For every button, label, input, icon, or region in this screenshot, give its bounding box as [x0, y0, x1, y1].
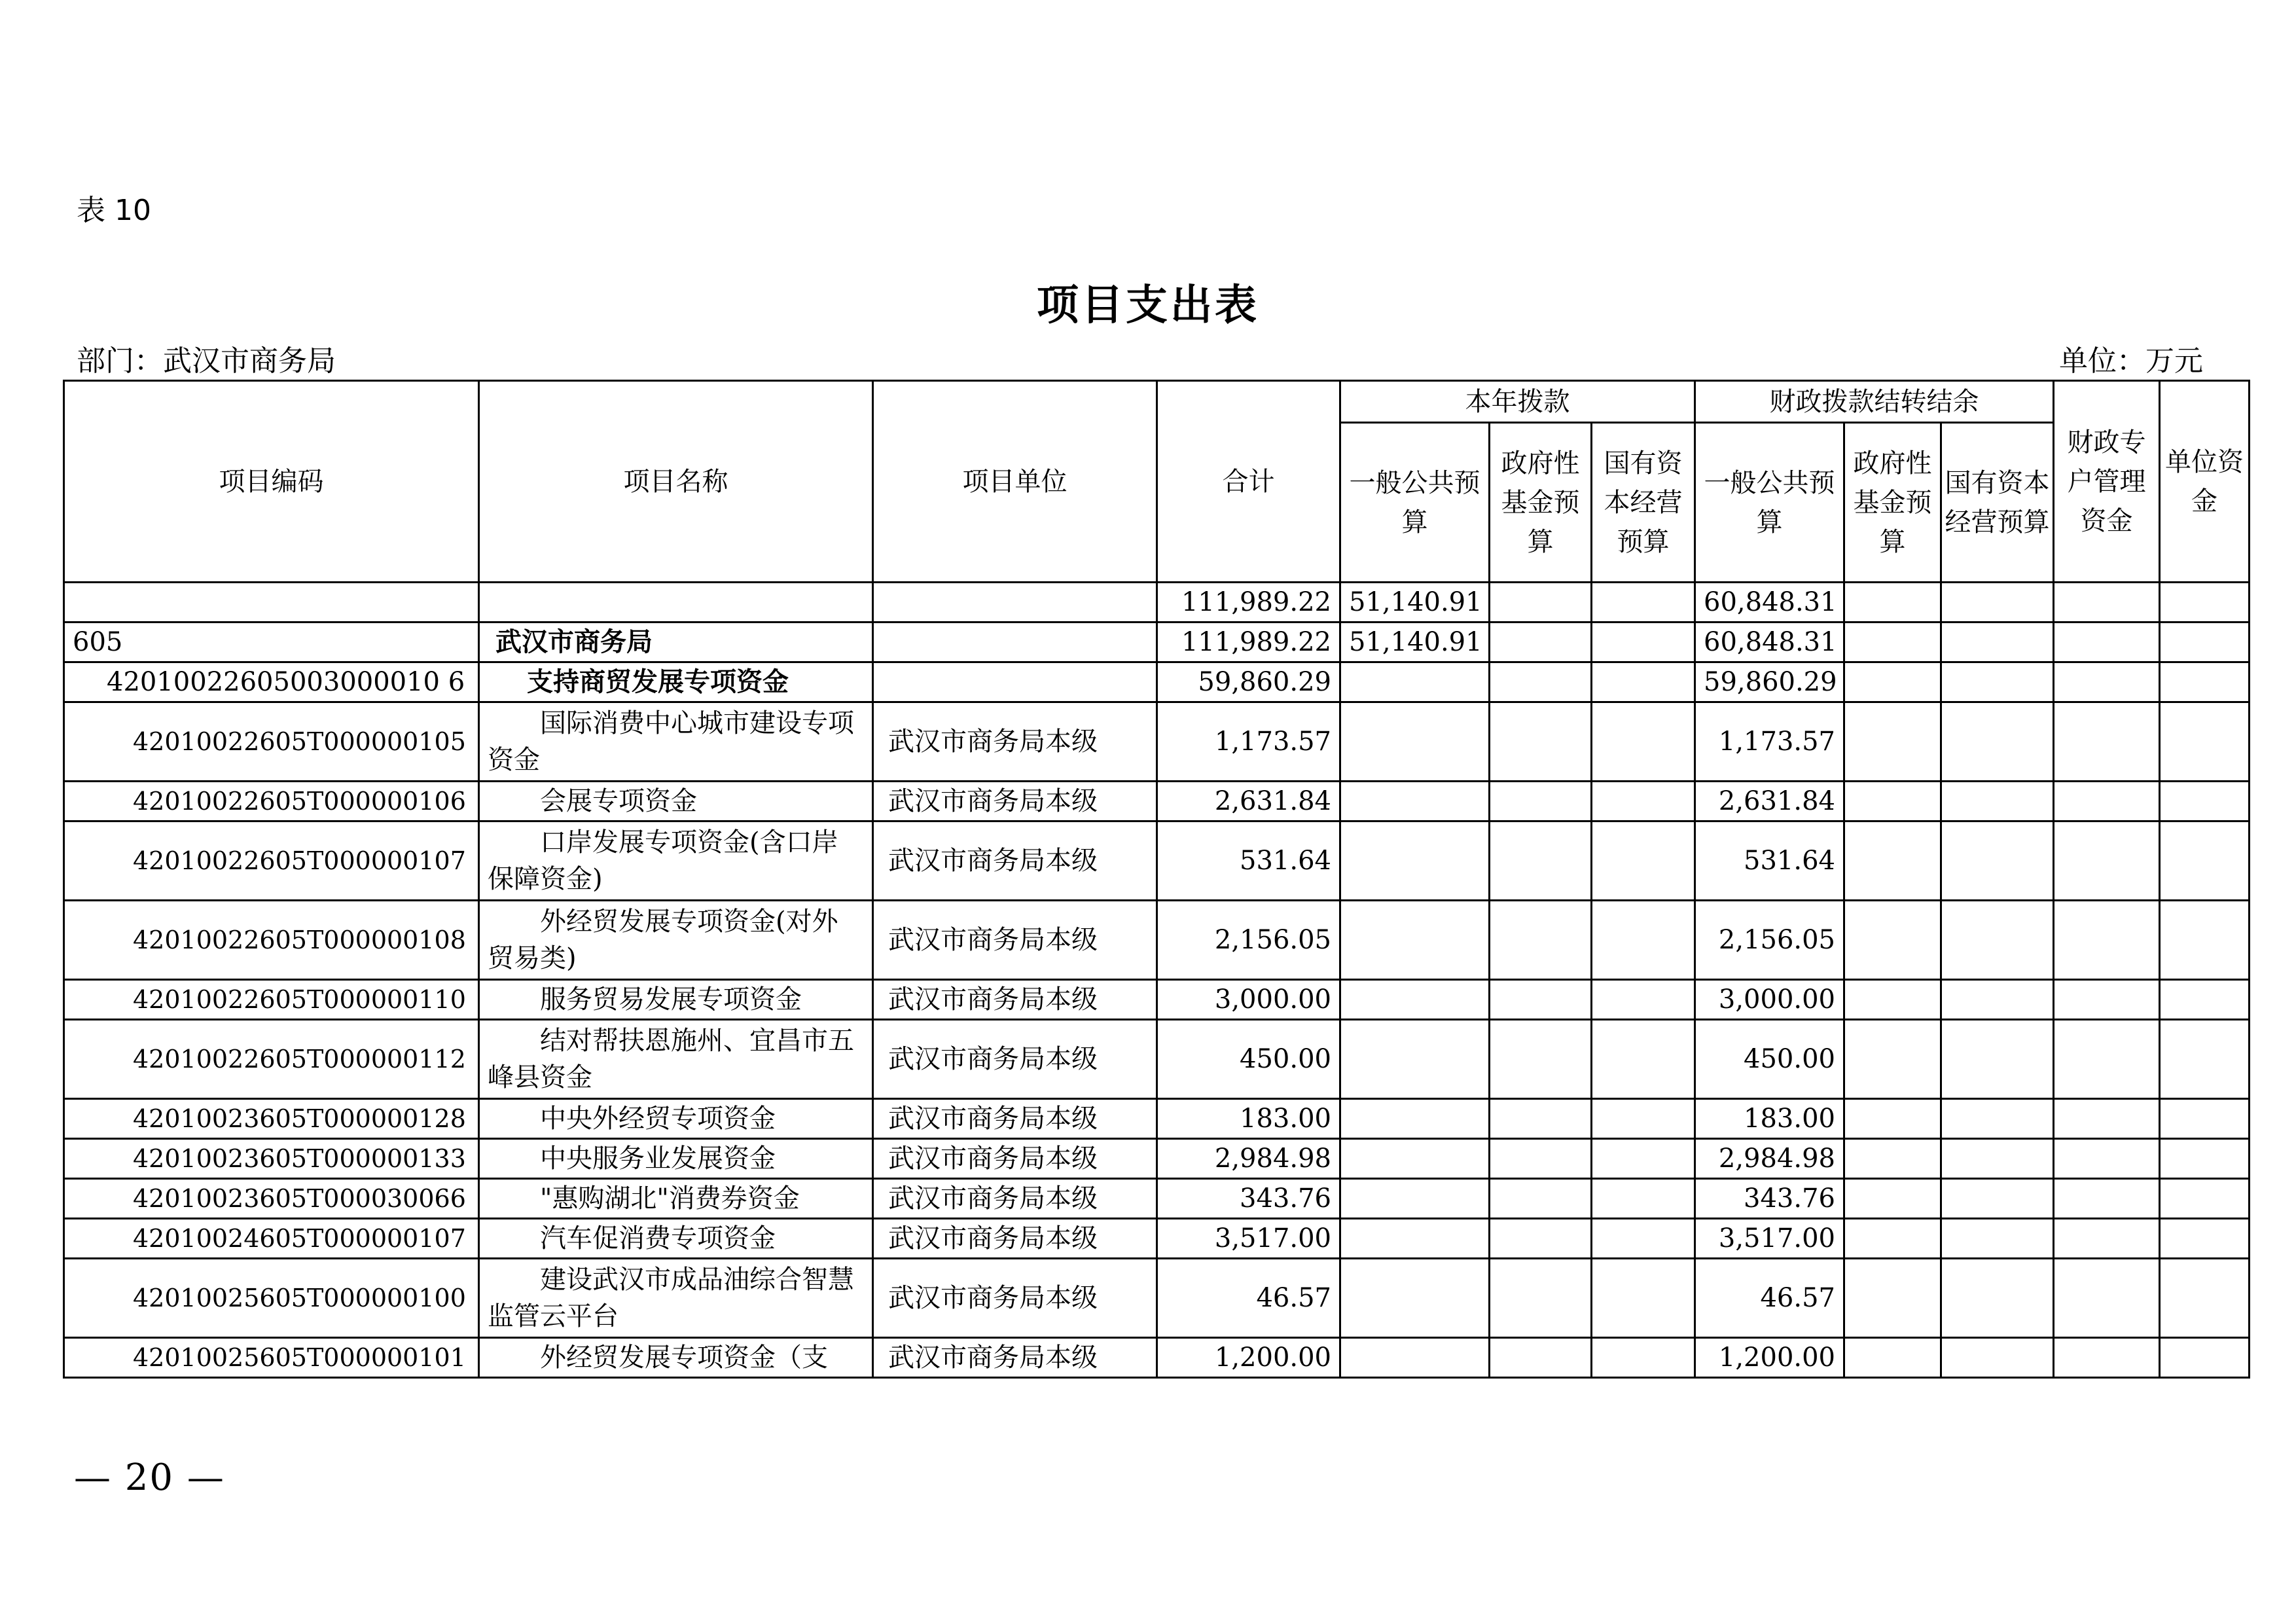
row-name: 外经贸发展专项资金（支 — [479, 1338, 873, 1378]
row-general — [1340, 980, 1490, 1020]
row-carry-general: 1,200.00 — [1695, 1338, 1844, 1378]
table-row — [64, 1139, 2250, 1179]
header-state-capital: 国有资本经营预算 — [1592, 423, 1695, 583]
page-title: 项目支出表 — [1037, 281, 1259, 330]
row-name: 建设武汉市成品油综合智慧监管云平台 — [479, 1259, 873, 1338]
row-unit: 武汉市商务局本级 — [873, 901, 1157, 980]
row-carry-general: 450.00 — [1695, 1020, 1844, 1099]
row-name: 结对帮扶恩施州、宜昌市五峰县资金 — [479, 1020, 873, 1099]
row-general: 51,140.91 — [1340, 583, 1490, 623]
row-carry-general: 2,984.98 — [1695, 1139, 1844, 1179]
row-code: 42010022605T000000108 — [64, 901, 479, 980]
row-code: 42010025605T000000100 — [64, 1259, 479, 1338]
row-general — [1340, 901, 1490, 980]
row-total: 1,200.00 — [1157, 1338, 1340, 1378]
project-expenditure-table — [63, 380, 2250, 1379]
row-unit: 武汉市商务局本级 — [873, 1259, 1157, 1338]
row-general — [1340, 1338, 1490, 1378]
row-carry-general: 59,860.29 — [1695, 662, 1844, 702]
row-total: 343.76 — [1157, 1179, 1340, 1219]
row-name: 武汉市商务局 — [479, 623, 873, 662]
header-general-budget-carry: 一般公共预算 — [1695, 423, 1844, 583]
row-name: 国际消费中心城市建设专项资金 — [479, 702, 873, 782]
row-total: 183.00 — [1157, 1099, 1340, 1139]
row-code: 42010023605T000030066 — [64, 1179, 479, 1219]
table-row — [64, 782, 2250, 821]
row-carry-general: 2,156.05 — [1695, 901, 1844, 980]
table-row — [64, 1219, 2250, 1259]
row-total: 3,000.00 — [1157, 980, 1340, 1020]
header-code: 项目编码 — [64, 381, 479, 583]
row-unit: 武汉市商务局本级 — [873, 1099, 1157, 1139]
row-carry-general: 60,848.31 — [1695, 583, 1844, 623]
header-unit-funds: 单位资金 — [2160, 381, 2250, 583]
header-current-year-group: 本年拨款 — [1340, 381, 1695, 423]
row-general — [1340, 662, 1490, 702]
row-carry-general: 343.76 — [1695, 1179, 1844, 1219]
row-total: 2,984.98 — [1157, 1139, 1340, 1179]
row-general — [1340, 1139, 1490, 1179]
row-carry-general: 531.64 — [1695, 821, 1844, 901]
row-unit: 武汉市商务局本级 — [873, 782, 1157, 821]
row-name: 支持商贸发展专项资金 — [479, 662, 873, 702]
row-unit: 武汉市商务局本级 — [873, 702, 1157, 782]
row-name: 中央外经贸专项资金 — [479, 1099, 873, 1139]
row-carry-general: 2,631.84 — [1695, 782, 1844, 821]
row-name: 中央服务业发展资金 — [479, 1139, 873, 1179]
row-code: 42010022605T000000112 — [64, 1020, 479, 1099]
row-code: 42010025605T000000101 — [64, 1338, 479, 1378]
header-name: 项目名称 — [479, 381, 873, 583]
row-code: 605 — [64, 623, 479, 662]
table-row — [64, 1338, 2250, 1378]
row-total: 111,989.22 — [1157, 623, 1340, 662]
row-total: 46.57 — [1157, 1259, 1340, 1338]
table-row — [64, 901, 2250, 980]
row-carry-general: 3,000.00 — [1695, 980, 1844, 1020]
row-total: 2,156.05 — [1157, 901, 1340, 980]
row-code: 42010022605T000000106 — [64, 782, 479, 821]
department-label: 部门：武汉市商务局 — [77, 344, 336, 378]
table-row — [64, 1259, 2250, 1338]
table-row — [64, 1179, 2250, 1219]
header-total: 合计 — [1157, 381, 1340, 583]
row-general — [1340, 1219, 1490, 1259]
row-general: 51,140.91 — [1340, 623, 1490, 662]
row-general — [1340, 1179, 1490, 1219]
row-total: 59,860.29 — [1157, 662, 1340, 702]
row-unit — [873, 623, 1157, 662]
row-name: 口岸发展专项资金(含口岸保障资金) — [479, 821, 873, 901]
row-general — [1340, 782, 1490, 821]
header-gov-fund: 政府性基金预算 — [1490, 423, 1592, 583]
row-total: 111,989.22 — [1157, 583, 1340, 623]
header-carryover-group: 财政拨款结转结余 — [1695, 381, 2054, 423]
row-name: "惠购湖北"消费券资金 — [479, 1179, 873, 1219]
row-unit — [873, 583, 1157, 623]
row-unit — [873, 662, 1157, 702]
row-code: 42010022605003000010 6 — [64, 662, 479, 702]
row-carry-general: 1,173.57 — [1695, 702, 1844, 782]
row-unit: 武汉市商务局本级 — [873, 980, 1157, 1020]
row-carry-general: 46.57 — [1695, 1259, 1844, 1338]
row-name — [479, 583, 873, 623]
row-unit: 武汉市商务局本级 — [873, 1338, 1157, 1378]
row-general — [1340, 1099, 1490, 1139]
table-row — [64, 662, 2250, 702]
header-state-capital-carry: 国有资本经营预算 — [1941, 423, 2054, 583]
row-unit: 武汉市商务局本级 — [873, 1179, 1157, 1219]
row-unit: 武汉市商务局本级 — [873, 1139, 1157, 1179]
row-total: 531.64 — [1157, 821, 1340, 901]
row-name: 汽车促消费专项资金 — [479, 1219, 873, 1259]
row-name: 外经贸发展专项资金(对外贸易类) — [479, 901, 873, 980]
row-total: 450.00 — [1157, 1020, 1340, 1099]
table-row — [64, 980, 2250, 1020]
row-general — [1340, 702, 1490, 782]
row-code — [64, 583, 479, 623]
row-carry-general: 60,848.31 — [1695, 623, 1844, 662]
row-general — [1340, 1020, 1490, 1099]
row-code: 42010022605T000000107 — [64, 821, 479, 901]
row-unit: 武汉市商务局本级 — [873, 821, 1157, 901]
table-row — [64, 623, 2250, 662]
row-code: 42010023605T000000128 — [64, 1099, 479, 1139]
row-carry-general: 183.00 — [1695, 1099, 1844, 1139]
row-unit: 武汉市商务局本级 — [873, 1020, 1157, 1099]
row-code: 42010024605T000000107 — [64, 1219, 479, 1259]
page-number: — 20 — — [74, 1456, 225, 1499]
header-gov-fund-carry: 政府性基金预算 — [1844, 423, 1941, 583]
row-total: 2,631.84 — [1157, 782, 1340, 821]
header-fiscal-special: 财政专户管理资金 — [2054, 381, 2160, 583]
table-row — [64, 821, 2250, 901]
row-name: 会展专项资金 — [479, 782, 873, 821]
row-unit: 武汉市商务局本级 — [873, 1219, 1157, 1259]
row-code: 42010022605T000000105 — [64, 702, 479, 782]
row-carry-general: 3,517.00 — [1695, 1219, 1844, 1259]
row-general — [1340, 1259, 1490, 1338]
table-row — [64, 702, 2250, 782]
table-row — [64, 1020, 2250, 1099]
unit-label: 单位：万元 — [2059, 344, 2203, 378]
row-code: 42010022605T000000110 — [64, 980, 479, 1020]
row-name: 服务贸易发展专项资金 — [479, 980, 873, 1020]
table-row — [64, 583, 2250, 623]
row-total: 3,517.00 — [1157, 1219, 1340, 1259]
table-label: 表 10 — [77, 194, 151, 227]
table-row — [64, 1099, 2250, 1139]
header-unit: 项目单位 — [873, 381, 1157, 583]
row-general — [1340, 821, 1490, 901]
row-total: 1,173.57 — [1157, 702, 1340, 782]
row-code: 42010023605T000000133 — [64, 1139, 479, 1179]
header-general-budget: 一般公共预算 — [1340, 423, 1490, 583]
